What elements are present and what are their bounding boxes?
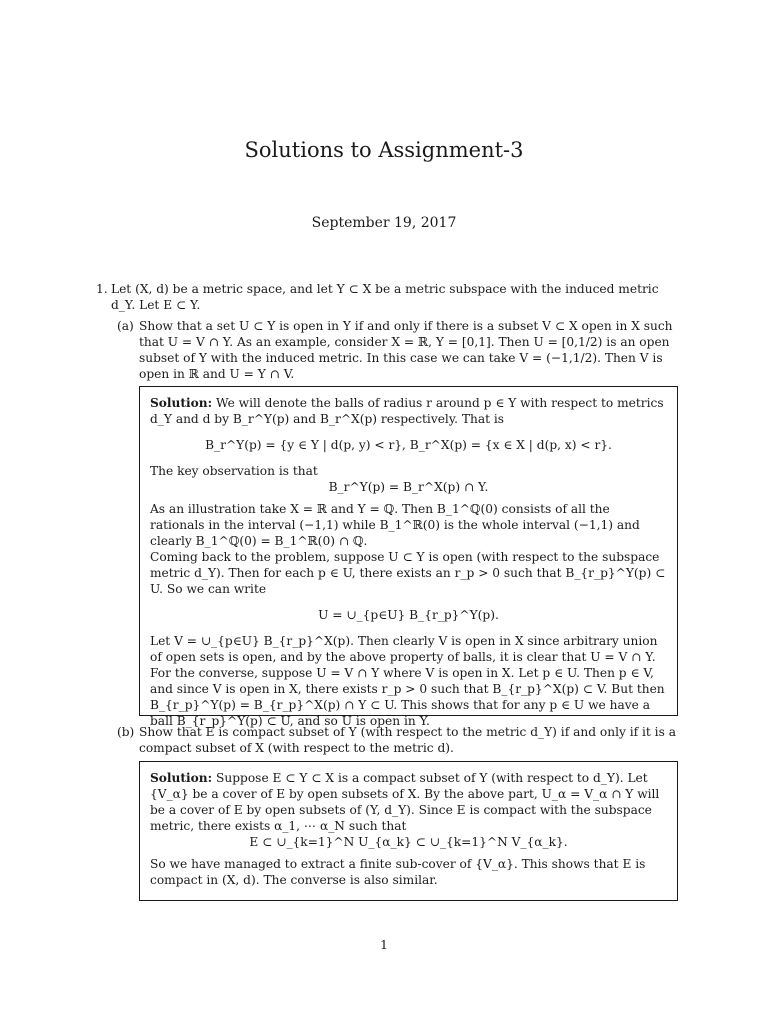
equation-union: U = ∪_{p∈U} B_{r_p}^Y(p). [318,608,499,622]
equation-key-observation: B_r^Y(p) = B_r^X(p) ∩ Y. [328,480,489,494]
solution-b-paragraph-2: So we have managed to extract a finite sub-cover of {V_α}. This shows that E is compact in (X, d). The converse is also similar. [150,857,646,887]
solution-a-paragraph-2: The key observation is that [150,464,318,478]
solution-a-box [139,386,678,728]
equation-finite-subcover: E ⊂ ∪_{k=1}^N U_{α_k} ⊂ ∪_{k=1}^N V_{α_k}. [249,835,568,849]
page-number: 1 [380,938,388,952]
part-b-text: Show that E is compact subset of Y (with respect to the metric d_Y) if and only if it is a compact subset of X (with respect to the metric d). [139,725,676,755]
solution-a-paragraph-6: For the converse, suppose U = V ∩ Y where V is open in X. Let p ∈ U. Then p ∈ V, and since V is open in X, there exists r_p > 0 such that B_{r_p}^X(p) ⊂ V. But then B_{r_p}^Y(p) = B_{r_p}^X(p) ∩ Y ⊂ U. This shows that for any p ∈ U we have a ball B_{r_p}^Y(p) ⊂ U, and so U is open in Y. [150,666,665,728]
solution-a-intro [150,395,667,427]
problem-1 [96,281,680,313]
solution-a-paragraph-5: Let V = ∪_{p∈U} B_{r_p}^X(p). Then clearly V is open in X since arbitrary union of open sets is open, and by the above property of balls, it is clear that U = V ∩ Y. [150,634,658,664]
document-title: Solutions to Assignment-3 [244,138,524,162]
part-a [117,318,680,382]
problem-statement: Let (X, d) be a metric space, and let Y ⊂ X be a metric subspace with the induced metric d_Y. Let E ⊂ Y. [111,282,659,312]
equation-balls-definition: B_r^Y(p) = {y ∈ Y | d(p, y) < r}, B_r^X(p) = {x ∈ X | d(p, x) < r}. [205,438,612,452]
solution-b-intro [150,770,667,834]
part-b [117,724,680,756]
solution-label: Solution: [150,771,213,785]
solution-label: Solution: [150,396,213,410]
solution-a-paragraph-3: As an illustration take X = ℝ and Y = ℚ. Then B_1^ℚ(0) consists of all the rationals in the interval (−1,1) while B_1^ℝ(0) is the whole interval (−1,1) and clearly B_1^ℚ(0) = B_1^ℝ(0) ∩ ℚ. [150,502,640,548]
part-a-text: Show that a set U ⊂ Y is open in Y if and only if there is a subset V ⊂ X open in X such that U = V ∩ Y. As an example, consider X = ℝ, Y = [0,1]. Then U = [0,1/2) is an open subset of Y with the induced metric. In this case we can take V = (−1,1/2). Then V is open in ℝ and U = Y ∩ V. [139,319,673,381]
part-a-label: (a) [117,319,134,333]
solution-b-paragraph-1: Suppose E ⊂ Y ⊂ X is a compact subset of Y (with respect to d_Y). Let {V_α} be a cover of E by open subsets of X. By the above part, U_α = V_α ∩ Y will be a cover of E by open subsets of (Y, d_Y). Since E is compact with the subspace metric, there exists α_1, ⋯ α_N such that [150,771,660,833]
solution-a-paragraph-4: Coming back to the problem, suppose U ⊂ Y is open (with respect to the subspace metric d_Y). Then for each p ∈ U, there exists an r_p > 0 such that B_{r_p}^Y(p) ⊂ U. So we can write [150,550,666,596]
solution-a-paragraph-1: We will denote the balls of radius r around p ∈ Y with respect to metrics d_Y and d by B_r^Y(p) and B_r^X(p) respectively. That is [150,396,664,426]
part-b-label: (b) [117,725,135,739]
solution-b-box [139,761,678,901]
problem-number: 1. [96,282,108,296]
document-date: September 19, 2017 [311,215,457,231]
